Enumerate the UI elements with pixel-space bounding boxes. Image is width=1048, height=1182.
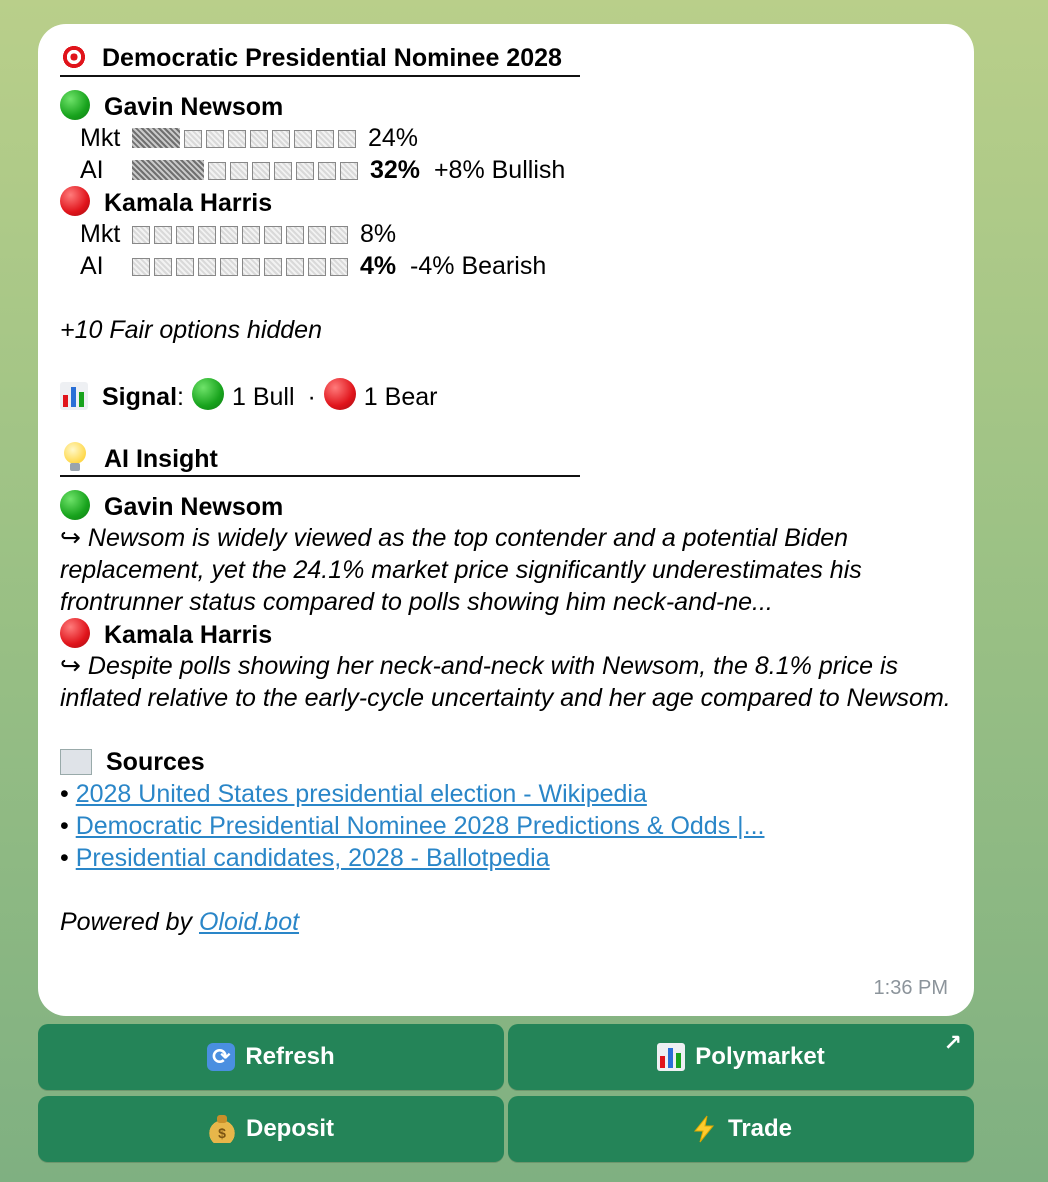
lightning-icon bbox=[690, 1115, 718, 1143]
message-title: Democratic Presidential Nominee 2028 bbox=[102, 44, 562, 72]
ai-value: 32% bbox=[370, 156, 421, 184]
polymarket-label: Polymarket bbox=[695, 1043, 825, 1070]
insight-title: AI Insight bbox=[104, 445, 218, 473]
bullet: • bbox=[60, 780, 69, 808]
insight-candidate-row bbox=[60, 618, 952, 650]
mkt-label: Mkt bbox=[80, 124, 121, 152]
bar-chart-icon bbox=[657, 1043, 685, 1071]
candidate-name-row bbox=[60, 90, 952, 122]
reply-arrow-icon: ↪ bbox=[60, 652, 81, 680]
insight-body: Despite polls showing her neck-and-neck with Newsom, the 8.1% price is inflated relative to the early-cycle uncertainty and her age compared to Newsom. bbox=[60, 652, 951, 712]
green-dot-icon bbox=[192, 378, 224, 410]
lightbulb-icon bbox=[64, 442, 86, 472]
refresh-icon: ⟳ bbox=[207, 1043, 235, 1071]
trade-button[interactable] bbox=[508, 1096, 974, 1162]
sources-title-row bbox=[60, 746, 952, 778]
insight-text bbox=[60, 522, 952, 618]
signal-bull: 1 Bull bbox=[231, 383, 295, 411]
deposit-label: Deposit bbox=[245, 1115, 334, 1142]
powered-by-label: Powered by bbox=[60, 908, 193, 936]
polymarket-button[interactable] bbox=[508, 1024, 974, 1090]
insight-title-row bbox=[60, 442, 952, 474]
hidden-options-note: +10 Fair options hidden bbox=[60, 316, 322, 344]
source-link[interactable]: Presidential candidates, 2028 - Ballotpedia bbox=[75, 844, 550, 872]
bullet: • bbox=[60, 812, 69, 840]
mkt-row bbox=[60, 218, 952, 250]
signal-bear: 1 Bear bbox=[363, 383, 438, 411]
bar-chart-icon bbox=[60, 382, 88, 410]
red-dot-icon bbox=[324, 378, 356, 410]
powered-by-row bbox=[60, 906, 952, 938]
oloid-bot-link[interactable]: Oloid.bot bbox=[198, 908, 300, 936]
sources-title: Sources bbox=[106, 748, 205, 776]
source-item bbox=[60, 778, 952, 810]
deposit-button[interactable] bbox=[38, 1096, 504, 1162]
mkt-label: Mkt bbox=[80, 220, 121, 248]
mkt-value: 8% bbox=[360, 220, 397, 248]
divider bbox=[60, 475, 580, 477]
bullet: • bbox=[60, 844, 69, 872]
ai-row bbox=[60, 154, 952, 186]
refresh-label: Refresh bbox=[245, 1043, 335, 1070]
refresh-button[interactable] bbox=[38, 1024, 504, 1090]
trade-label: Trade bbox=[727, 1115, 793, 1142]
signal-separator: · bbox=[307, 383, 316, 411]
external-link-icon: ↗ bbox=[943, 1030, 962, 1055]
source-item bbox=[60, 842, 952, 874]
divider bbox=[60, 75, 580, 77]
insight-text bbox=[60, 650, 952, 714]
reply-arrow-icon: ↪ bbox=[60, 524, 81, 552]
source-item bbox=[60, 810, 952, 842]
candidate-name-row bbox=[60, 186, 952, 218]
candidate-name: Gavin Newsom bbox=[104, 93, 284, 121]
mkt-row bbox=[60, 122, 952, 154]
ai-label: AI bbox=[80, 156, 104, 184]
newspaper-icon bbox=[60, 749, 92, 775]
signal-colon: : bbox=[177, 383, 184, 411]
insight-body: Newsom is widely viewed as the top contender and a potential Biden replacement, yet the 24.1% market price significantly underestimates his frontrunner status compared to polls showing him neck-and-ne... bbox=[60, 524, 862, 616]
mkt-value: 24% bbox=[368, 124, 419, 152]
message-title-row bbox=[60, 42, 952, 74]
insight-candidate-name: Gavin Newsom bbox=[104, 493, 284, 521]
insight-candidate-row bbox=[60, 490, 952, 522]
green-dot-icon bbox=[60, 490, 90, 520]
money-bag-icon: $ bbox=[208, 1115, 236, 1143]
ai-delta: -4% Bearish bbox=[410, 252, 547, 280]
ai-label: AI bbox=[80, 252, 104, 280]
green-dot-icon bbox=[60, 90, 90, 120]
ai-delta: +8% Bullish bbox=[433, 156, 566, 184]
ai-value: 4% bbox=[360, 252, 397, 280]
target-icon bbox=[60, 43, 88, 71]
red-dot-icon bbox=[60, 186, 90, 216]
message-time: 1:36 PM bbox=[873, 977, 948, 999]
source-link[interactable]: Democratic Presidential Nominee 2028 Predictions & Odds |... bbox=[75, 812, 765, 840]
source-link[interactable]: 2028 United States presidential election - Wikipedia bbox=[75, 780, 647, 808]
signal-label: Signal bbox=[102, 383, 178, 411]
message-bubble bbox=[38, 24, 974, 1016]
candidate-name: Kamala Harris bbox=[104, 189, 273, 217]
insight-candidate-name: Kamala Harris bbox=[104, 621, 273, 649]
probability-bar bbox=[132, 258, 352, 292]
ai-row bbox=[60, 250, 952, 282]
red-dot-icon bbox=[60, 618, 90, 648]
signal-row bbox=[60, 378, 952, 410]
